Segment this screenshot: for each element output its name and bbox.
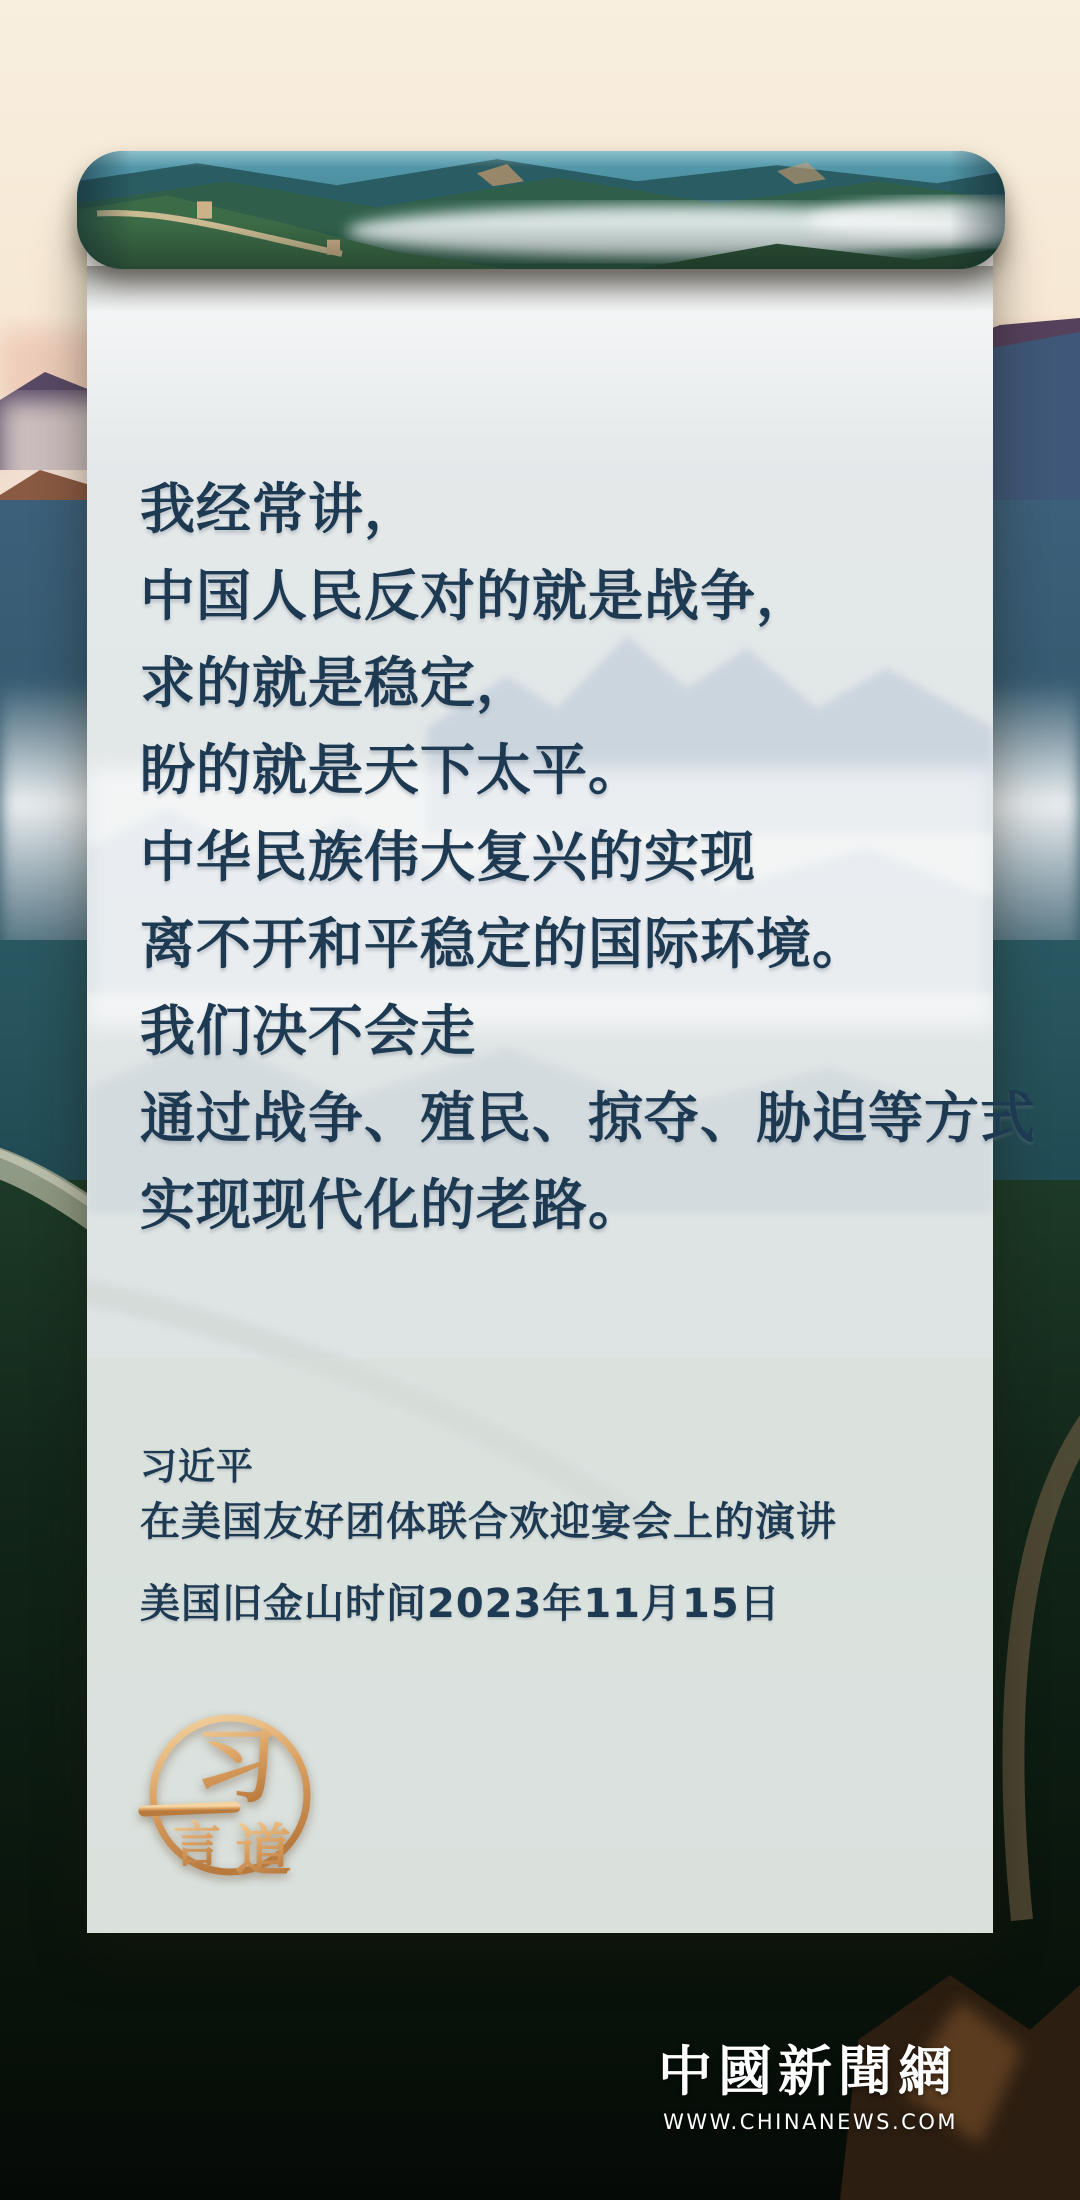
scroll-paper (87, 208, 1037, 1933)
quote-line: 求的就是稳定， (140, 651, 533, 715)
chinanews-url: WWW.CHINANEWS.COM (663, 2110, 958, 2134)
quote-block (140, 466, 1037, 1249)
quote-line: 中国人民反对的就是战争， (140, 564, 813, 628)
quote-line: 实现现代化的老路。 (140, 1173, 645, 1237)
quote-line: 盼的就是天下太平。 (140, 738, 645, 802)
attribution-event: 在美国友好团体联合欢迎宴会上的演讲 (140, 1499, 837, 1545)
scroll-roll (77, 151, 1005, 269)
xi-yan-dao-seal (137, 1698, 321, 1894)
quote-line: 离不开和平稳定的国际环境。 (140, 912, 869, 976)
chinanews-branding (658, 2040, 958, 2134)
attribution-block (140, 1440, 837, 1632)
quote-line: 中华民族伟大复兴的实现 (140, 825, 757, 889)
quote-line: 我们决不会走 (140, 999, 477, 1063)
quote-line: 我经常讲， (140, 477, 421, 541)
seal-char-dao: 道 (235, 1818, 291, 1884)
seal-char-xi: 习 (195, 1718, 278, 1814)
seal-char-yan: 言 (173, 1817, 222, 1873)
roll-cast-shadow (87, 266, 993, 312)
attribution-speaker: 习近平 (140, 1445, 254, 1488)
chinanews-logo: 中國新聞網 (658, 2039, 958, 2103)
attribution-date: 美国旧金山时间2023年11月15日 (140, 1581, 781, 1627)
quote-line: 通过战争、殖民、掠夺、胁迫等方式 (140, 1086, 1037, 1150)
roll-cylinder-shading (77, 151, 1005, 269)
